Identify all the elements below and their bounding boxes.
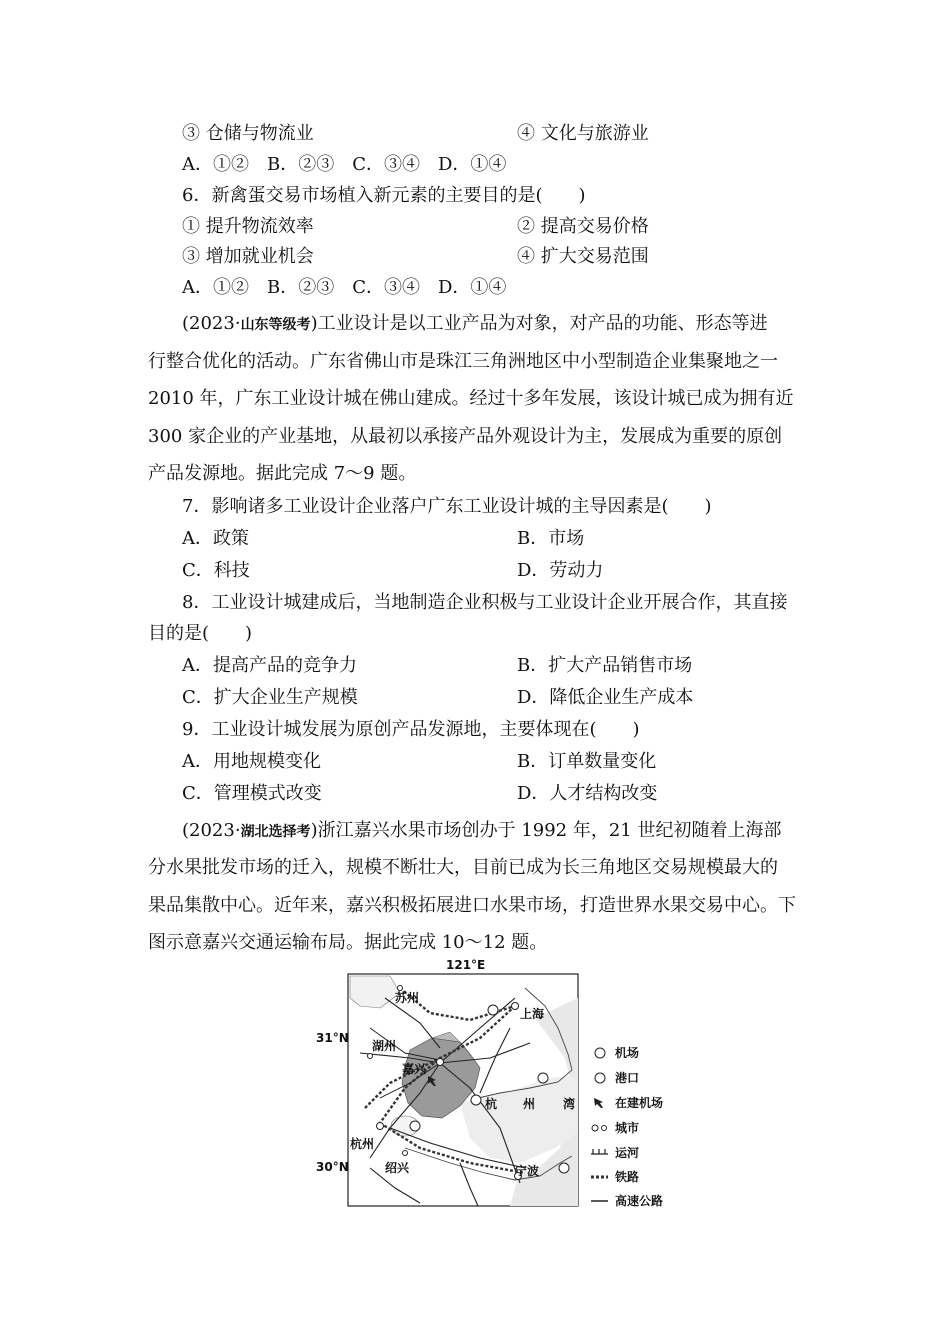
passage1-line-2: 行整合优化的活动。广东省佛山市是珠江三角洲地区中小型制造企业集聚地之一 [148, 351, 778, 372]
q6-option-4: ④ 扩大交易范围 [517, 246, 649, 267]
legend-city-label: 城市 [615, 1121, 640, 1135]
legend-canal-icon [591, 1149, 608, 1154]
passage2-source-tag: 湖北选择考 [240, 824, 311, 840]
q8-option-a: A．提高产品的竞争力 [182, 655, 357, 676]
jiaxing-transport-map [310, 958, 690, 1213]
q6-option-1: ① 提升物流效率 [182, 216, 314, 237]
passage2-text-1: )浙江嘉兴水果市场创办于 1992 年，21 世纪初随着上海部 [310, 820, 782, 841]
passage1-line-3: 2010 年，广东工业设计城在佛山建成。经过十多年发展，该设计城已成为拥有近 [148, 388, 794, 409]
passage2-line-1 [182, 819, 781, 844]
q9-option-b: B．订单数量变化 [517, 751, 657, 772]
ningbo-port-icon [559, 1163, 569, 1173]
bay-label-2: 州 [523, 1097, 536, 1111]
shaoxing-marker [403, 1151, 408, 1156]
q7-option-a: A．政策 [182, 528, 249, 549]
shanghai-airport-icon [488, 1005, 498, 1015]
legend-port-icon [595, 1073, 605, 1083]
legend-airport-icon [595, 1048, 605, 1058]
city-label-jiaxing: 嘉兴 [402, 1062, 427, 1076]
city-label-huzhou: 湖州 [372, 1039, 397, 1053]
legend-port-label: 港口 [615, 1071, 640, 1085]
passage1-line-5: 产品发源地。据此完成 7～9 题。 [148, 463, 417, 484]
passage1-source-tag: 山东等级考 [240, 317, 311, 333]
legend-highway-label: 高速公路 [615, 1194, 664, 1208]
q8-option-b: B．扩大产品销售市场 [517, 655, 693, 676]
q5-answers: A．①② B．②③ C．③④ D．①④ [182, 154, 507, 175]
suzhou-marker [398, 986, 403, 991]
passage1-line-4: 300 家企业的产业基地，从最初以承接产品外观设计为主，发展成为重要的原创 [148, 426, 783, 447]
city-label-ningbo: 宁波 [515, 1164, 540, 1178]
hangzhou-airport-icon [410, 1121, 420, 1131]
q6-option-2: ② 提高交易价格 [517, 216, 649, 237]
legend-new-airport-icon [594, 1098, 603, 1108]
passage2-line-3: 果品集散中心。近年来，嘉兴积极拓展进口水果市场，打造世界水果交易中心。下 [148, 895, 796, 916]
city-label-shanghai: 上海 [520, 1007, 545, 1021]
q6-option-3: ③ 增加就业机会 [182, 246, 314, 267]
passage2-line-2: 分水果批发市场的迁入，规模不断壮大，目前已成为长三角地区交易规模最大的 [148, 857, 778, 878]
q5-option-4: ④ 文化与旅游业 [517, 123, 649, 144]
q6-answers: A．①② B．②③ C．③④ D．①④ [182, 277, 507, 298]
jiaxing-marker [437, 1059, 444, 1066]
q6-stem: 6．新禽蛋交易市场植入新元素的主要目的是( ) [182, 185, 586, 206]
q8-stem-line-1: 8．工业设计城建成后，当地制造企业积极与工业设计企业开展合作，其直接 [182, 592, 788, 613]
q7-stem: 7．影响诸多工业设计企业落户广东工业设计城的主导因素是( ) [182, 496, 712, 517]
legend-city-icon [592, 1125, 598, 1131]
map-legend [591, 1045, 663, 1208]
legend-town-icon [602, 1126, 607, 1131]
passage2-source-year: (2023· [182, 820, 241, 841]
lat30-label: 30°N [316, 1160, 349, 1174]
legend-airport-label: 机场 [615, 1046, 640, 1060]
lat31-label: 31°N [316, 1031, 349, 1045]
passage1-source-year: (2023· [182, 313, 241, 334]
city-label-hangzhou: 杭州 [350, 1137, 375, 1151]
q9-option-d: D．人才结构改变 [517, 783, 658, 804]
q9-option-a: A．用地规模变化 [182, 751, 321, 772]
shanghai-port-icon [538, 1073, 548, 1083]
jiaxing-port-icon [471, 1095, 481, 1105]
passage2-line-4: 图示意嘉兴交通运输布局。据此完成 10～12 题。 [148, 932, 548, 953]
bay-label-3: 湾 [563, 1097, 576, 1111]
shanghai-marker [512, 1003, 519, 1010]
passage1-line-1 [182, 312, 768, 337]
q9-stem: 9．工业设计城发展为原创产品发源地，主要体现在( ) [182, 719, 640, 740]
q7-option-d: D．劳动力 [517, 560, 604, 581]
q5-option-3: ③ 仓储与物流业 [182, 123, 314, 144]
q9-option-c: C．管理模式改变 [182, 783, 322, 804]
q8-option-c: C．扩大企业生产规模 [182, 687, 358, 708]
q8-option-d: D．降低企业生产成本 [517, 687, 694, 708]
hangzhou-marker [377, 1123, 384, 1130]
q7-option-b: B．市场 [517, 528, 585, 549]
lon-label: 121°E [446, 958, 486, 972]
q7-option-c: C．科技 [182, 560, 250, 581]
city-label-shaoxing: 绍兴 [385, 1161, 410, 1175]
q8-stem-line-2: 目的是( ) [148, 623, 253, 644]
city-label-suzhou: 苏州 [395, 991, 420, 1005]
passage1-text-1: )工业设计是以工业产品为对象，对产品的功能、形态等进 [310, 313, 768, 334]
legend-railway-label: 铁路 [615, 1170, 640, 1184]
legend-new-airport-label: 在建机场 [615, 1096, 664, 1110]
huzhou-marker [368, 1054, 373, 1059]
bay-label-1: 杭 [485, 1097, 498, 1111]
legend-canal-label: 运河 [615, 1146, 640, 1160]
